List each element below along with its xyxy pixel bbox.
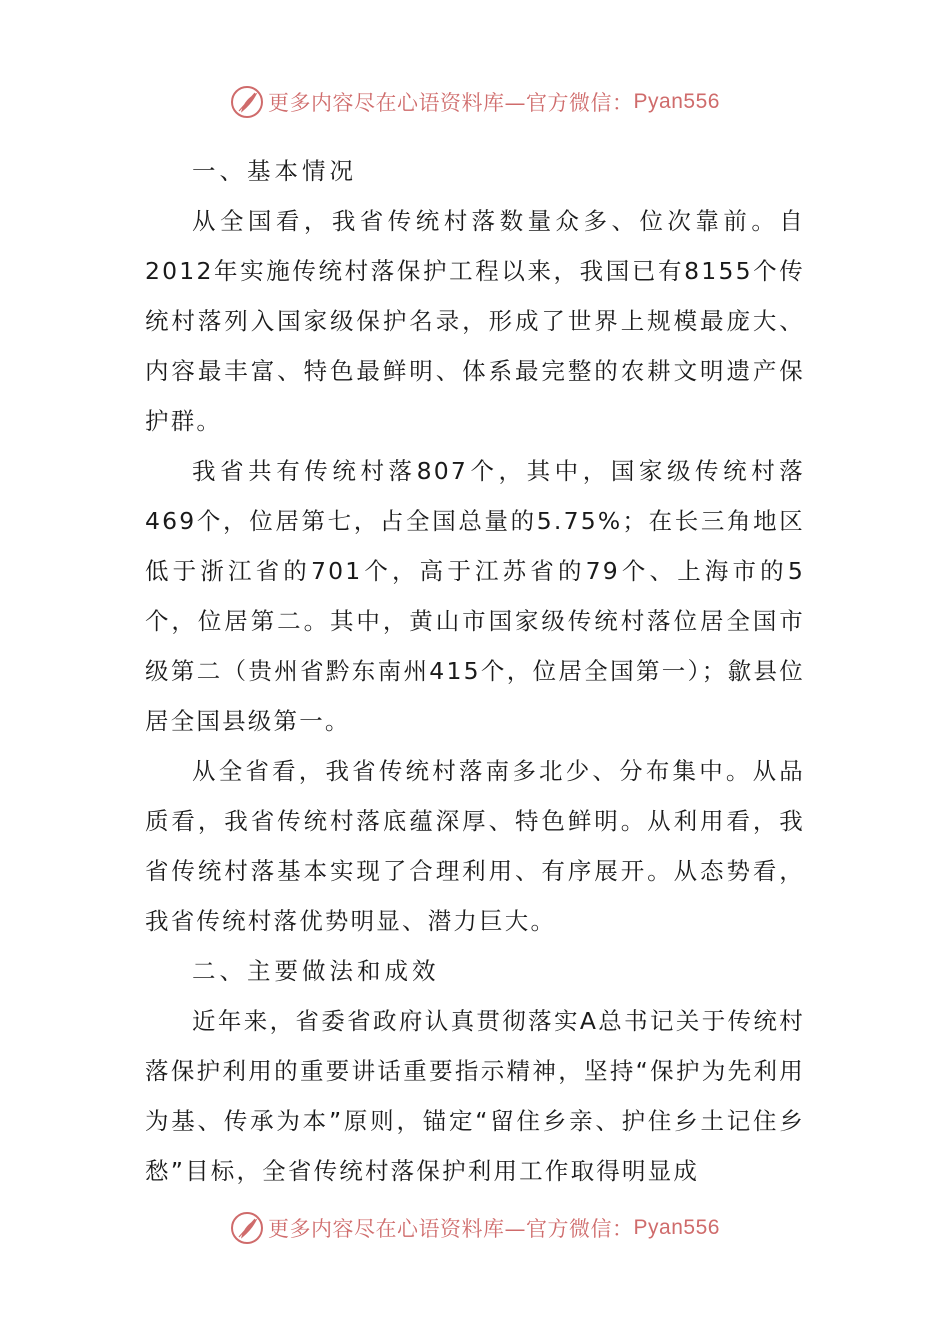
- section-heading-practices: 二、主要做法和成效: [192, 957, 440, 985]
- section-heading-basic-situation: 一、基本情况: [192, 157, 357, 185]
- paragraph-recent-years: 近年来，省委省政府认真贯彻落实A总书记关于传统村落保护利用的重要讲话重要指示精神，坚持“保护为先利用为基、传承为本”原则，锚定“留住乡亲、护住乡土记住乡愁”目标，全省传统村落保护利用工作取得明显成: [145, 1007, 805, 1185]
- watermark-wechat-id: Pyan556: [633, 1216, 720, 1239]
- watermark-header: [0, 84, 950, 120]
- paragraph-province-statistics: 我省共有传统村落807个，其中，国家级传统村落469个，位居第七，占全国总量的5.75%；在长三角地区低于浙江省的701个，高于江苏省的79个、上海市的5个，位居第二。其中，黄山市国家级传统村落位居全国市级第二（贵州省黔东南州415个，位居全国第一）；歙县位居全国县级第一。: [145, 457, 805, 735]
- watermark-text: 更多内容尽在心语资料库—官方微信：: [268, 91, 634, 115]
- paragraph-province-overview: 从全省看，我省传统村落南多北少、分布集中。从品质看，我省传统村落底蕴深厚、特色鲜明。从利用看，我省传统村落基本实现了合理利用、有序展开。从态势看，我省传统村落优势明显、潜力巨大。: [145, 757, 805, 935]
- watermark-footer: [0, 1210, 950, 1246]
- quill-logo-icon: [230, 85, 264, 119]
- document-body: [145, 146, 805, 1196]
- watermark-text: 更多内容尽在心语资料库—官方微信：: [268, 1217, 634, 1241]
- watermark-wechat-id: Pyan556: [633, 90, 720, 113]
- paragraph-national-overview: 从全国看，我省传统村落数量众多、位次靠前。自2012年实施传统村落保护工程以来，我国已有8155个传统村落列入国家级保护名录，形成了世界上规模最庞大、内容最丰富、特色最鲜明、体系最完整的农耕文明遗产保护群。: [145, 207, 805, 435]
- quill-logo-icon: [230, 1211, 264, 1245]
